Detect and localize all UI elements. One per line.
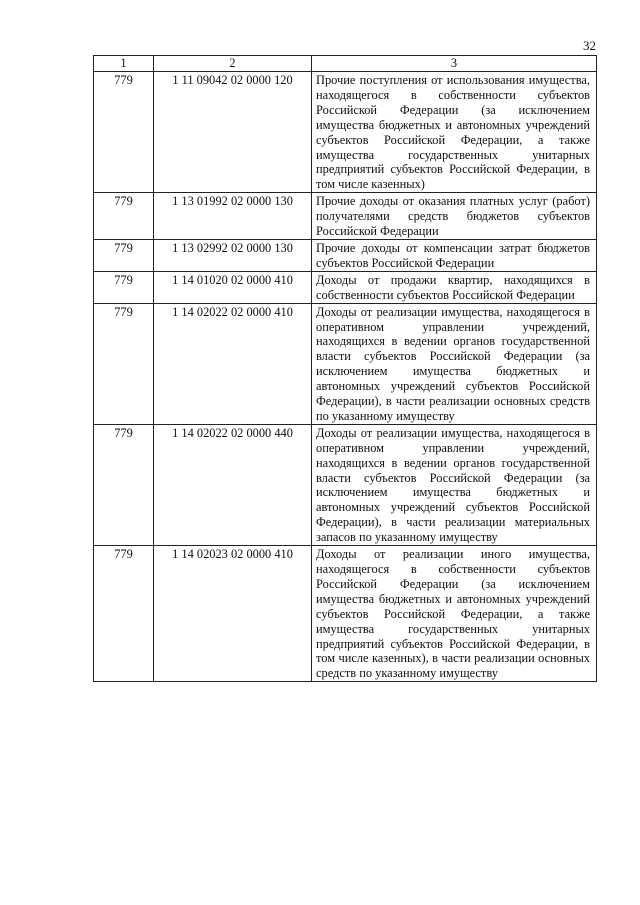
revenue-name-cell — [312, 424, 597, 545]
revenue-name-cell — [312, 271, 597, 303]
revenue-name-text: Доходы от реализации имущества, находящегося в оперативном управлении учреждений, находящихся в ведении органов государственной власти субъектов Российской Федерации (за исключением имущества бюджетных и автономных учреждений субъектов Российской Федерации), в части реализации материальных запасов по указанному имуществу — [316, 425, 590, 545]
revenue-code-cell: 1 13 01992 02 0000 130 — [154, 193, 312, 240]
admin-code-cell: 779 — [94, 546, 154, 682]
revenue-code-cell: 1 14 02023 02 0000 410 — [154, 546, 312, 682]
revenue-name-cell — [312, 546, 597, 682]
revenue-code-cell: 1 13 02992 02 0000 130 — [154, 239, 312, 271]
revenue-code-cell: 1 11 09042 02 0000 120 — [154, 72, 312, 193]
revenue-name-cell — [312, 303, 597, 424]
revenue-name-text: Доходы от продажи квартир, находящихся в собственности субъектов Российской Федерации — [316, 272, 590, 302]
table-row — [94, 193, 597, 240]
table-row — [94, 271, 597, 303]
header-row — [94, 56, 597, 72]
table-row — [94, 546, 597, 682]
admin-code-cell: 779 — [94, 424, 154, 545]
table-row — [94, 424, 597, 545]
revenue-name-cell — [312, 72, 597, 193]
admin-code-cell: 779 — [94, 72, 154, 193]
page-number: 32 — [583, 38, 596, 53]
revenue-code-cell: 1 14 02022 02 0000 440 — [154, 424, 312, 545]
revenue-name-text: Прочие поступления от использования имущества, находящегося в собственности субъектов Российской Федерации (за исключением имущества бюджетных и автономных учреждений субъектов Российской Федерации, а также имущества государственных унитарных предприятий субъектов Российской Федерации, в том числе казенных) — [316, 73, 590, 192]
header-col-3: 3 — [312, 56, 597, 72]
table-row — [94, 303, 597, 424]
revenue-name-text: Доходы от реализации иного имущества, находящегося в собственности субъектов Российской Федерации (за исключением имущества бюджетных и автономных учреждений субъектов Российской Федерации, а также имущества государственных унитарных предприятий субъектов Российской Федерации, в том числе казенных), в части реализации основных средств по указанному имуществу — [316, 547, 590, 681]
admin-code-cell: 779 — [94, 271, 154, 303]
table-body — [94, 72, 597, 682]
revenue-name-text: Прочие доходы от оказания платных услуг (работ) получателями средств бюджетов субъектов Российской Федерации — [316, 194, 590, 239]
revenue-code-cell: 1 14 02022 02 0000 410 — [154, 303, 312, 424]
revenue-name-cell — [312, 193, 597, 240]
table-header — [94, 56, 597, 72]
revenue-name-cell — [312, 239, 597, 271]
revenue-code-cell: 1 14 01020 02 0000 410 — [154, 271, 312, 303]
budget-classification-table — [93, 55, 597, 682]
table-row — [94, 239, 597, 271]
admin-code-cell: 779 — [94, 193, 154, 240]
revenue-name-text: Доходы от реализации имущества, находящегося в оперативном управлении учреждений, находящихся в ведении органов государственной власти субъектов Российской Федерации (за исключением имущества бюджетных и автономных учреждений субъектов Российской Федерации), в части реализации основных средств по указанному имуществу — [316, 304, 590, 423]
table-row — [94, 72, 597, 193]
header-col-2: 2 — [154, 56, 312, 72]
header-col-1: 1 — [94, 56, 154, 72]
admin-code-cell: 779 — [94, 303, 154, 424]
revenue-name-text: Прочие доходы от компенсации затрат бюджетов субъектов Российской Федерации — [316, 240, 590, 270]
admin-code-cell: 779 — [94, 239, 154, 271]
